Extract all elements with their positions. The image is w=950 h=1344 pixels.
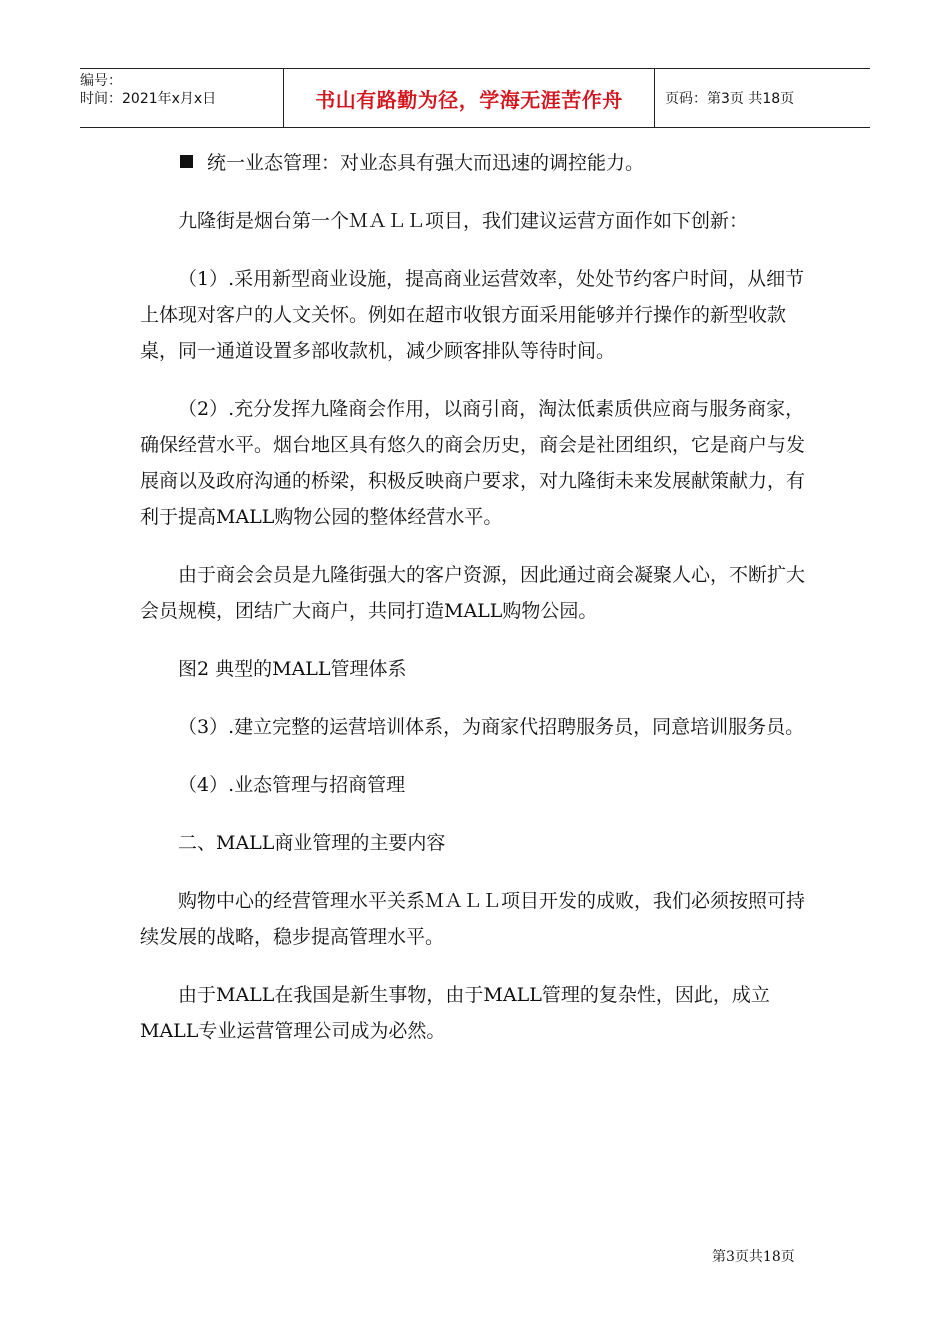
paragraph-text: 统一业态管理：对业态具有强大而迅速的调控能力。 (207, 152, 645, 174)
paragraph: （3）.建立完整的运营培训体系，为商家代招聘服务员，同意培训服务员。 (178, 716, 805, 738)
page-footer: 第3页共18页 (712, 1249, 795, 1265)
header-meta (80, 69, 283, 127)
page-header (80, 68, 870, 128)
paragraph: （2）.充分发挥九隆商会作用，以商引商，淘汰低素质供应商与服务商家，确保经营水平。烟台地区具有悠久的商会历史，商会是社团组织，它是商户与发展商以及政府沟通的桥梁，积极反映商户要求，对九隆街未来发展献策献力，有利于提高MALL购物公园的整体经营水平。 (140, 398, 806, 528)
paragraph: 由于商会会员是九隆街强大的客户资源，因此通过商会凝聚人心，不断扩大会员规模，团结广大商户，共同打造MALL购物公园。 (140, 564, 806, 622)
paragraph: （4）.业态管理与招商管理 (178, 774, 406, 796)
square-bullet-icon (180, 155, 193, 168)
paragraph: 由于MALL在我国是新生事物，由于MALL管理的复杂性，因此，成立MALL专业运营管理公司成为必然。 (140, 984, 770, 1042)
header-number-label: 编号： (80, 73, 122, 89)
paragraph-bullet (140, 145, 820, 181)
header-motto-cell (283, 69, 655, 127)
paragraph: （1）.采用新型商业设施，提高商业运营效率，处处节约客户时间，从细节上体现对客户的人文关怀。例如在超市收银方面采用能够并行操作的新型收款桌，同一通道设置多部收款机，减少顾客排队等待时间。 (140, 268, 805, 362)
header-date-label: 时间：2021年x月x日 (80, 91, 217, 107)
section-heading: 二、MALL商业管理的主要内容 (178, 832, 446, 854)
paragraph: 九隆街是烟台第一个ＭＡＬＬ项目，我们建议运营方面作如下创新： (178, 210, 749, 232)
paragraph: 购物中心的经营管理水平关系ＭＡＬＬ项目开发的成败，我们必须按照可持续发展的战略，稳步提高管理水平。 (140, 890, 806, 948)
document-body (140, 145, 820, 1071)
header-motto: 书山有路勤为径，学海无涯苦作舟 (315, 87, 623, 112)
figure-caption: 图2 典型的MALL管理体系 (178, 658, 407, 680)
header-page-info: 页码：第3页 共18页 (665, 91, 795, 107)
header-page-info-cell (655, 69, 870, 127)
